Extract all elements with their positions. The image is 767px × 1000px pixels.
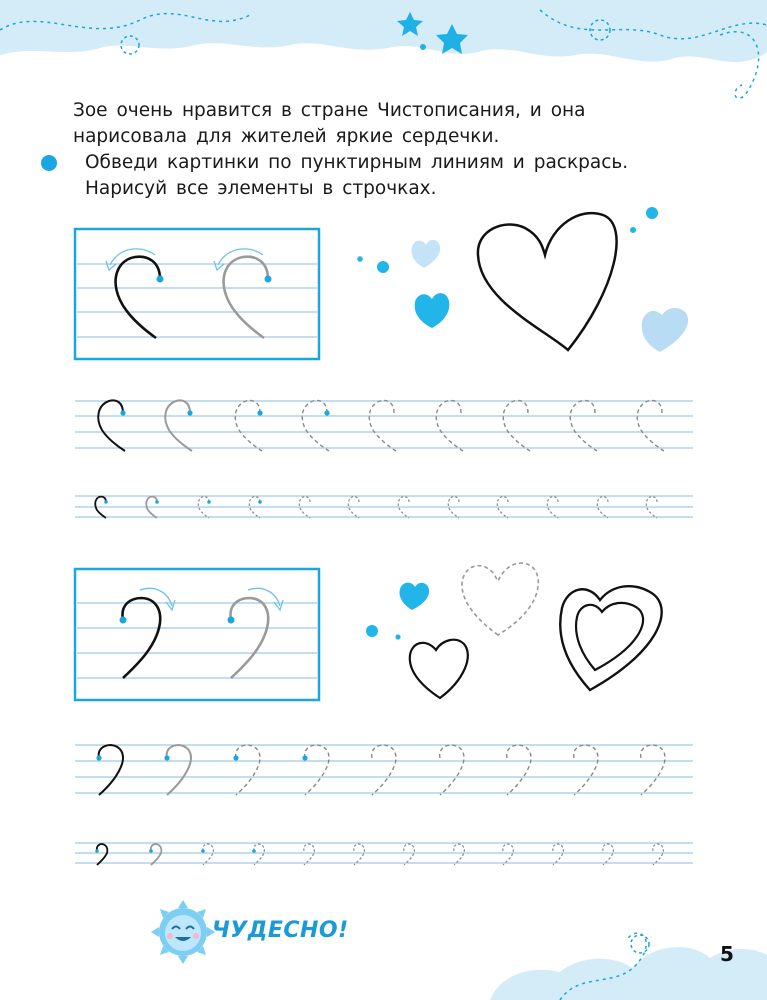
top-cloud-band (0, 0, 767, 98)
practice-row-1a (75, 400, 693, 451)
task-block (73, 150, 713, 202)
praise-badge: ЧУДЕСНО! (212, 918, 349, 943)
page-number: 5 (720, 942, 734, 966)
practice-row-2a (75, 745, 693, 795)
task-line-1: Обведи картинки по пунктирным линиям и раскрась. (85, 152, 629, 173)
hearts-group-1 (357, 207, 688, 352)
hearts-group-2 (366, 563, 662, 698)
practice-row-2b (75, 843, 693, 865)
bullet-icon (41, 155, 57, 171)
task-line-2: Нарисуй все элементы в строчках. (85, 178, 437, 199)
sun-mascot-icon (151, 900, 215, 964)
intro-line-1: Зое очень нравится в стране Чистописания, и она (73, 100, 586, 121)
practice-row-1b (75, 496, 693, 518)
sample-box-element-2 (75, 569, 319, 700)
task-instructions (73, 98, 713, 202)
intro-line-2: нарисовала для жителей яркие сердечки. (73, 126, 500, 147)
sample-box-element-1 (75, 229, 319, 359)
